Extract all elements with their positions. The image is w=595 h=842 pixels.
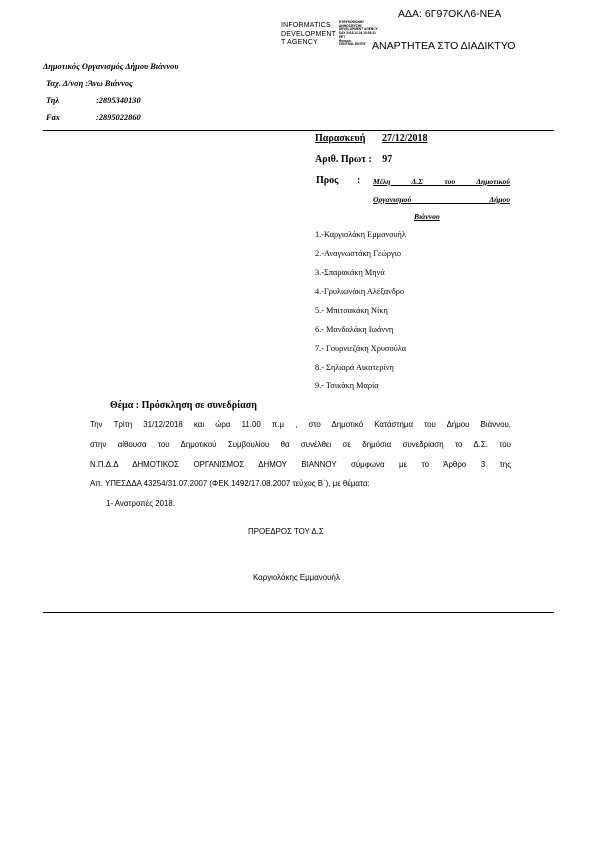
ada-code: ΑΔΑ: 6Γ97ΟΚΛ6-ΝΕΑ [398, 8, 502, 20]
sender-fax-label: Fax [46, 113, 60, 122]
stamp-agency-line: DEVELOPMENT [281, 30, 337, 38]
body-line: στην αίθουσα του Δημοτικού Συμβουλίου θα συνέλθει σε δημόσια συνεδρίαση το Δ.Σ. του [90, 440, 511, 449]
sender-organization: Δημοτικός Οργανισμός Δήμου Βιάννου [43, 62, 179, 71]
signature-stamp-agency [281, 22, 336, 48]
date-line [315, 133, 428, 144]
protocol-label: Αριθ. Πρωτ : [315, 154, 372, 165]
member-item: 1.-Καργιολάκη Εμμανουήλ [315, 230, 406, 239]
address-value: Άνω Βιάννος [88, 79, 133, 88]
to-line-2: Οργανισμού Δήμου [373, 195, 510, 204]
sender-fax-value: :2895022860 [96, 113, 141, 122]
member-item: 5.- Μπιτσακάκη Νίκη [315, 306, 388, 315]
date-day: Παρασκευή [315, 133, 366, 144]
member-item: 8.- Σηλιαρά Αικατερίνη [315, 363, 394, 372]
member-item: 9.- Τσικάκη Μαρία [315, 381, 379, 390]
stamp-detail-line: DAY 2018.12.28 15:53:31 [339, 31, 376, 36]
protocol-number: 97 [382, 154, 393, 165]
member-item: 2.-Αναγνωστάκη Γεώργιο [315, 249, 402, 258]
posting-notice: ΑΝΑΡΤΗΤΕΑ ΣΤΟ ΔΙΑΔΙΚΤΥΟ [372, 40, 516, 52]
stamp-agency-line: T AGENCY [281, 39, 318, 47]
address-label: Ταχ. Δ/νση : [46, 79, 89, 88]
member-item: 6.- Μανδαλάκη Ιωάννη [315, 325, 394, 334]
member-item: 3.-Σπαρακάκη Μηνά [315, 268, 385, 277]
sender-phone-value: :2895340130 [96, 96, 141, 105]
top-divider [43, 130, 554, 131]
sender-address [46, 79, 133, 88]
stamp-detail-line: ΔΗΜΟΣΙΕΥΣΗΣ [339, 23, 362, 28]
body-line: Ν.Π.Δ.Δ ΔΗΜΟΤΙΚΟΣ ΟΡΓΑΝΙΣΜΟΣ ΔΗΜΟΥ ΒΙΑΝΝΟΥ σύμφωνα με το Άρθρο 3 της [90, 460, 511, 469]
closing-title: ΠΡΟΕΔΡΟΣ ΤΟΥ Δ.Σ [248, 527, 324, 536]
date-value: 27/12/2018 [381, 133, 428, 144]
protocol-line [315, 154, 392, 165]
agenda-item: 1- Ανατροπές 2018. [106, 499, 175, 508]
to-line-3: Βιάννου [414, 212, 440, 221]
member-item: 7.- Γουρνιεζάκη Χρυσούλα [315, 344, 407, 353]
body-line: Απ. ΥΠΕΣΔΔΑ 43254/31.07.2007 (ΦΕΚ 1492/17.08.2007 τεύχος Β΄), με θέματα: [90, 479, 370, 488]
to-line-1: Μέλη Δ.Σ του Δημοτικού [373, 177, 510, 186]
stamp-detail-line: CENTRAL ENTRY [339, 42, 366, 47]
subject-line: Θέμα : Πρόσκληση σε συνεδρίαση [110, 400, 257, 411]
stamp-detail-line: ΕΥΘΥΝΟΦΩΝΗΣ [339, 20, 365, 24]
to-colon: : [357, 175, 361, 186]
sender-phone-label: Τηλ [46, 96, 60, 105]
signatory-name: Καργιολάκης Εμμανουήλ [253, 573, 340, 582]
stamp-agency-line: INFORMATICS [281, 22, 331, 29]
to-label: Προς [316, 175, 339, 186]
member-item: 4.-Γρυλιωνάκη Αλέξανδρο [315, 287, 405, 296]
body-line: Την Τρίτη 31/12/2018 και ώρα 11.00 π.μ , στο Δημοτικό Κατάστημα του Δήμου Βιάννου, [90, 420, 511, 429]
bottom-divider [43, 612, 554, 613]
stamp-detail-line: EET [339, 34, 346, 39]
stamp-detail-line: DEVELOPMENT AGENCY [339, 27, 378, 32]
stamp-detail-line: Reason: [339, 38, 352, 43]
